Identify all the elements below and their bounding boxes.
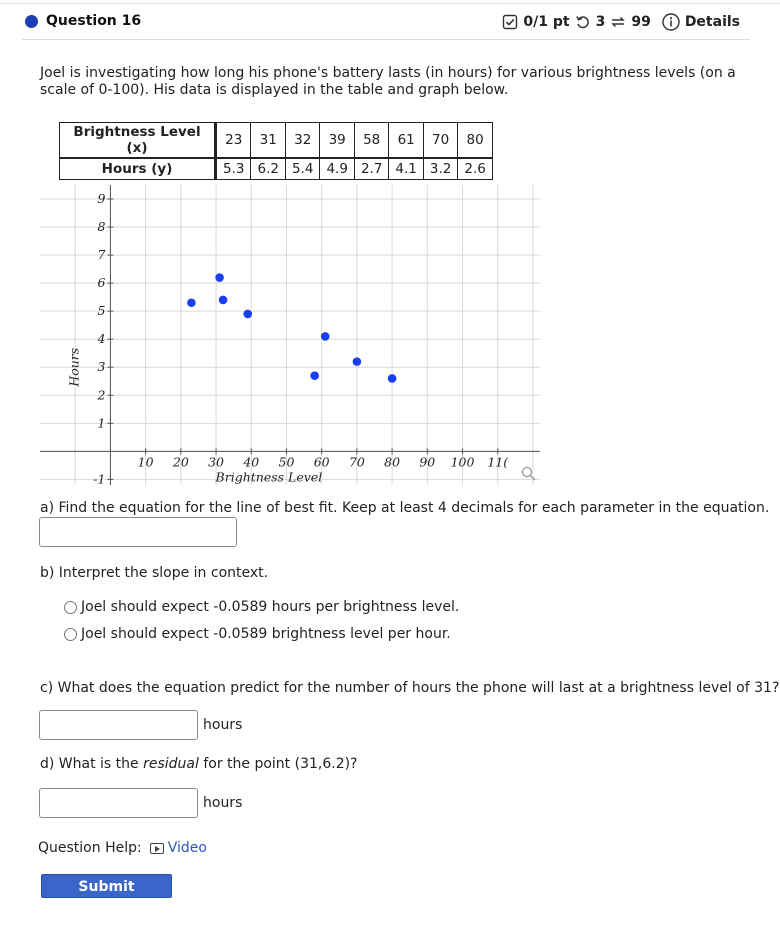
video-link[interactable] (150, 840, 207, 856)
table-cell: 4.1 (389, 158, 423, 180)
table-cell: 2.6 (458, 158, 492, 180)
option-label: Joel should expect -0.0589 brightness level per hour. (81, 626, 451, 642)
top-divider (0, 3, 780, 4)
y-axis-label: Hours (66, 347, 82, 387)
video-icon (150, 843, 164, 854)
table-cell: 3.2 (423, 158, 457, 180)
part-d-pre: d) What is the (40, 756, 144, 772)
x-tick-label: 80 (384, 454, 401, 470)
table-cell: 39 (320, 123, 354, 159)
slope-option-2[interactable] (64, 626, 451, 642)
residual-unit: hours (203, 795, 243, 811)
y-tick-label: 7 (97, 247, 106, 263)
data-point (321, 332, 330, 341)
table-row-label: Brightness Level (x) (60, 123, 216, 159)
table-cell: 2.7 (354, 158, 388, 180)
score-text: 0/1 pt (523, 14, 570, 30)
x-axis-label: Brightness Level (215, 469, 323, 485)
x-tick-label: 70 (348, 454, 365, 470)
part-b-text: b) Interpret the slope in context. (40, 565, 269, 581)
radio-button[interactable] (64, 628, 77, 641)
retries-count: 3 (595, 14, 606, 30)
data-point (310, 371, 319, 380)
data-point (353, 357, 362, 366)
question-help (38, 840, 207, 856)
y-tick-label: 2 (97, 387, 106, 403)
table-cell: 5.4 (285, 158, 319, 180)
grid-lines (40, 185, 540, 485)
submit-button[interactable]: Submit Question (41, 874, 172, 898)
part-a-text: a) Find the equation for the line of best fit. Keep at least 4 decimals for each parameter in the equation. (40, 500, 770, 516)
part-d-post: for the point (31,6.2)? (198, 756, 358, 772)
attempts-icon (610, 14, 626, 30)
y-tick-label: 6 (97, 275, 106, 291)
radio-button[interactable] (64, 601, 77, 614)
axes (40, 185, 540, 485)
table-cell: 31 (251, 123, 285, 159)
retry-icon (575, 14, 591, 30)
table-cell: 4.9 (320, 158, 354, 180)
prediction-input[interactable] (39, 710, 198, 740)
info-icon[interactable] (662, 13, 680, 31)
data-points (187, 273, 396, 383)
residual-input[interactable] (39, 788, 198, 818)
equation-input[interactable] (39, 517, 237, 547)
part-d-text (40, 756, 358, 772)
question-title: Question 16 (46, 13, 142, 29)
y-tick-label: 4 (97, 331, 106, 347)
y-tick-label: 8 (97, 219, 106, 235)
data-point (215, 273, 224, 282)
question-status-dot (25, 15, 38, 28)
header-divider (22, 39, 750, 40)
x-tick-label: 20 (172, 454, 189, 470)
attempts-count: 99 (631, 14, 651, 30)
x-tick-label: 90 (419, 454, 436, 470)
x-tick-label: 40 (243, 454, 260, 470)
x-tick-label: 60 (313, 454, 330, 470)
y-tick-label: 1 (97, 415, 106, 431)
prediction-unit: hours (203, 717, 243, 733)
option-label: Joel should expect -0.0589 hours per brightness level. (81, 599, 460, 615)
score-check-icon (502, 14, 518, 30)
table-cell: 32 (285, 123, 319, 159)
table-row (60, 123, 493, 159)
table-cell: 58 (354, 123, 388, 159)
x-tick-label: 30 (208, 454, 225, 470)
x-tick-label: 50 (278, 454, 295, 470)
y-tick-label: 9 (97, 191, 106, 207)
table-cell: 23 (216, 123, 251, 159)
table-cell: 70 (423, 123, 457, 159)
help-label: Question Help: (38, 840, 142, 856)
table-cell: 6.2 (251, 158, 285, 180)
video-label: Video (167, 840, 207, 856)
data-point (388, 374, 397, 383)
y-tick-label: 3 (97, 359, 106, 375)
x-tick-label: 11( (487, 454, 509, 470)
question-meta (502, 13, 740, 31)
table-cell: 80 (458, 123, 492, 159)
y-tick-label: -1 (93, 471, 106, 487)
table-cell: 5.3 (216, 158, 251, 180)
slope-option-1[interactable] (64, 599, 459, 615)
x-tick-label: 100 (450, 454, 475, 470)
question-prompt: Joel is investigating how long his phone's battery lasts (in hours) for various brightness levels (on a scale of 0-100). His data is displayed in the table and graph below. (40, 65, 736, 98)
data-table (59, 122, 493, 180)
details-link[interactable]: Details (684, 14, 740, 30)
part-c-text: c) What does the equation predict for the number of hours the phone will last at a brightness level of 31? (40, 680, 780, 696)
part-d-emphasis: residual (143, 756, 199, 772)
scatter-plot (30, 175, 550, 490)
data-point (219, 296, 228, 305)
y-tick-label: 5 (97, 303, 106, 319)
data-point (243, 310, 252, 319)
table-row-label: Hours (y) (60, 158, 216, 180)
x-tick-label: 10 (137, 454, 154, 470)
data-point (187, 298, 196, 307)
table-cell: 61 (389, 123, 423, 159)
